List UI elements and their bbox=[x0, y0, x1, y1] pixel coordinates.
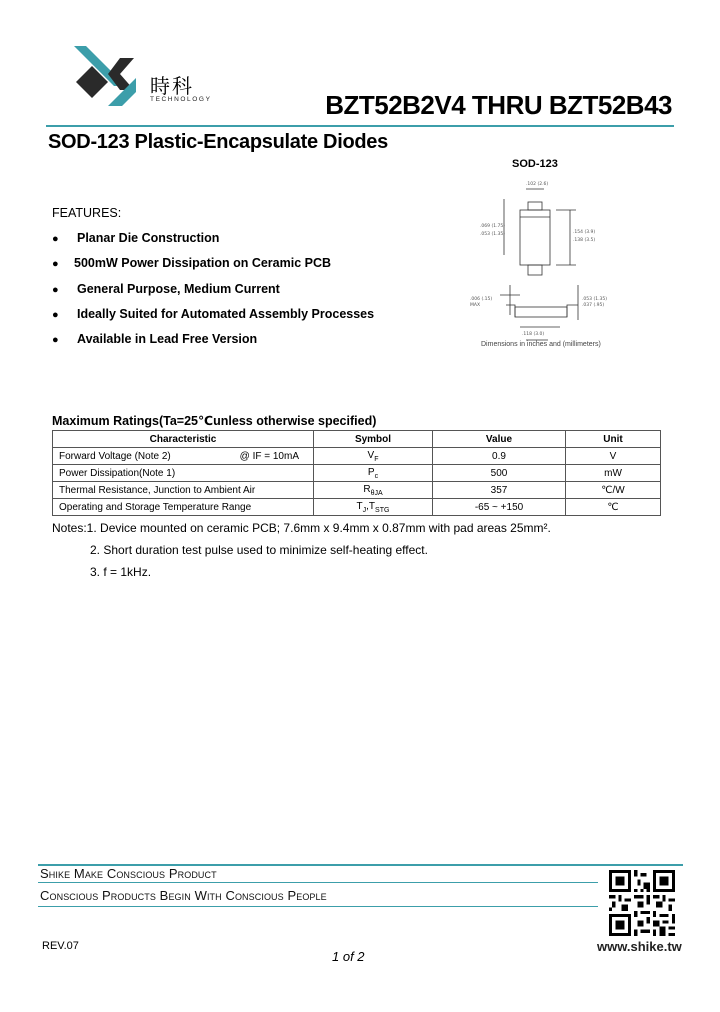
cell-symbol: $T_J,T_{STG}$ bbox=[314, 499, 433, 516]
feature-item: ● Planar Die Construction bbox=[52, 231, 220, 245]
cell-characteristic: Power Dissipation(Note 1) bbox=[53, 465, 314, 482]
col-symbol: Symbol bbox=[314, 431, 433, 448]
revision: REV.07 bbox=[42, 940, 79, 952]
cell-unit: ℃ bbox=[566, 499, 661, 516]
header-divider bbox=[46, 125, 674, 127]
note-1: Notes:1. Device mounted on ceramic PCB; 7.6mm x 9.4mm x 0.87mm with pad areas 25mm². bbox=[52, 521, 551, 535]
features-title: FEATURES: bbox=[52, 206, 122, 220]
package-outline-drawing bbox=[460, 175, 610, 355]
cell-value: 0.9 bbox=[433, 448, 566, 465]
cell-symbol: $P_c$ bbox=[314, 465, 433, 482]
slogan-2: Conscious Products Begin With Conscious People bbox=[40, 888, 327, 903]
cell-unit: mW bbox=[566, 465, 661, 482]
cell-unit: V bbox=[566, 448, 661, 465]
page-title: SOD-123 Plastic-Encapsulate Diodes bbox=[48, 131, 388, 153]
page-number: 1 of 2 bbox=[332, 949, 365, 964]
table-row bbox=[53, 465, 661, 482]
feature-item: ● 500mW Power Dissipation on Ceramic PCB bbox=[52, 256, 332, 270]
svg-text:.154 (3.9): .154 (3.9) bbox=[573, 230, 596, 235]
logo-mark-icon bbox=[74, 44, 144, 108]
svg-text:.053 (1.35): .053 (1.35) bbox=[480, 232, 505, 237]
col-unit: Unit bbox=[566, 431, 661, 448]
svg-text:MAX: MAX bbox=[470, 303, 481, 308]
cell-value: 357 bbox=[433, 482, 566, 499]
svg-text:.118 (3.0): .118 (3.0) bbox=[522, 332, 545, 337]
svg-text:.102 (2.6): .102 (2.6) bbox=[526, 182, 549, 187]
package-caption: Dimensions in inches and (millimeters) bbox=[481, 341, 601, 348]
cell-characteristic: Operating and Storage Temperature Range bbox=[53, 499, 314, 516]
table-row bbox=[53, 448, 661, 465]
footer-divider-mid bbox=[38, 882, 598, 883]
feature-item: ● Available in Lead Free Version bbox=[52, 332, 258, 346]
svg-text:.069 (1.75): .069 (1.75) bbox=[480, 224, 505, 229]
qr-code-icon bbox=[607, 870, 677, 936]
cell-symbol: $V_F$ bbox=[314, 448, 433, 465]
svg-text:.138 (3.5): .138 (3.5) bbox=[573, 238, 596, 243]
note-2: 2. Short duration test pulse used to minimize self-heating effect. bbox=[90, 543, 428, 557]
note-3: 3. f = 1kHz. bbox=[90, 565, 152, 579]
website-link[interactable]: www.shike.tw bbox=[597, 939, 682, 954]
svg-text:.053 (1.35): .053 (1.35) bbox=[582, 297, 607, 302]
svg-text:.006 (.15): .006 (.15) bbox=[470, 297, 493, 302]
cell-characteristic: Thermal Resistance, Junction to Ambient Air bbox=[53, 482, 314, 499]
col-characteristic: Characteristic bbox=[53, 431, 314, 448]
brand-chinese: 時科 bbox=[150, 74, 194, 98]
cell-characteristic: Forward Voltage (Note 2) bbox=[59, 450, 171, 462]
cell-symbol: $R_{\theta JA}$ bbox=[314, 482, 433, 499]
cell-condition: @ IF = 10mA bbox=[239, 450, 299, 462]
col-value: Value bbox=[433, 431, 566, 448]
table-row bbox=[53, 499, 661, 516]
table-header-row bbox=[53, 431, 661, 448]
footer-divider-bottom bbox=[38, 906, 598, 907]
cell-unit: ℃/W bbox=[566, 482, 661, 499]
slogan-1: Shike Make Conscious Product bbox=[40, 866, 217, 881]
ratings-table bbox=[52, 430, 661, 516]
svg-text:.037 (.95): .037 (.95) bbox=[582, 303, 605, 308]
feature-item: ● Ideally Suited for Automated Assembly Processes bbox=[52, 307, 375, 321]
brand-sub: TECHNOLOGY bbox=[150, 96, 212, 103]
cell-value: 500 bbox=[433, 465, 566, 482]
ratings-title: Maximum Ratings(Ta=25℃unless otherwise specified) bbox=[52, 414, 377, 428]
part-range-title: BZT52B2V4 THRU BZT52B43 bbox=[325, 90, 672, 120]
feature-item: ● General Purpose, Medium Current bbox=[52, 282, 280, 296]
table-row bbox=[53, 482, 661, 499]
package-label: SOD-123 bbox=[512, 158, 558, 170]
cell-value: -65 ~ +150 bbox=[433, 499, 566, 516]
